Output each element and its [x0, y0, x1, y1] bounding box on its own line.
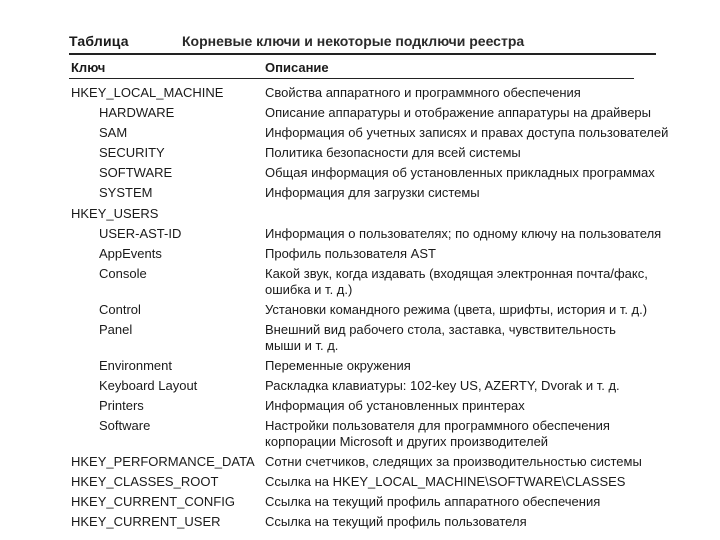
table-caption-label: Таблица: [69, 33, 129, 49]
row-desc-keyboard-layout: Раскладка клавиатуры: 102-key US, AZERTY, Dvorak и т. д.: [265, 378, 620, 393]
row-key-system: SYSTEM: [99, 185, 153, 200]
column-header-key: Ключ: [71, 60, 106, 75]
row-key-keyboard-layout: Keyboard Layout: [99, 378, 198, 393]
row-desc-user-software-line1: Настройки пользователя для программного обеспечения: [265, 418, 610, 433]
row-key-hkey-performance-data: HKEY_PERFORMANCE_DATA: [71, 454, 255, 469]
row-desc-hkey-classes-root: Ссылка на HKEY_LOCAL_MACHINE\SOFTWARE\CLASSES: [265, 474, 626, 489]
row-desc-sam: Информация об учетных записях и правах доступа пользователей: [265, 125, 669, 140]
row-desc-hkey-current-user: Ссылка на текущий профиль пользователя: [265, 514, 527, 529]
row-desc-console-line1: Какой звук, когда издавать (входящая электронная почта/факс,: [265, 266, 648, 281]
row-desc-hardware: Описание аппаратуры и отображение аппаратуры на драйверы: [265, 105, 651, 120]
column-header-description: Описание: [265, 60, 329, 75]
row-desc-control: Установки командного режима (цвета, шрифты, история и т. д.): [265, 302, 648, 317]
row-desc-user-ast-id: Информация о пользователях; по одному ключу на пользователя: [265, 226, 662, 241]
row-desc-hkey-local-machine: Свойства аппаратного и программного обеспечения: [265, 85, 581, 100]
header-rule: [69, 78, 634, 79]
row-desc-console-line2: ошибка и т. д.): [265, 282, 353, 297]
row-key-hkey-current-config: HKEY_CURRENT_CONFIG: [71, 494, 235, 509]
row-desc-security: Политика безопасности для всей системы: [265, 145, 521, 160]
row-key-hkey-local-machine: HKEY_LOCAL_MACHINE: [71, 85, 224, 100]
row-key-hardware: HARDWARE: [99, 105, 175, 120]
row-key-sam: SAM: [99, 125, 128, 140]
row-key-printers: Printers: [99, 398, 144, 413]
row-desc-hkey-current-config: Ссылка на текущий профиль аппаратного обеспечения: [265, 494, 601, 509]
row-key-software: SOFTWARE: [99, 165, 173, 180]
row-key-appevents: AppEvents: [99, 246, 162, 261]
row-key-security: SECURITY: [99, 145, 165, 160]
row-key-console: Console: [99, 266, 147, 281]
row-key-user-software: Software: [99, 418, 151, 433]
row-key-hkey-classes-root: HKEY_CLASSES_ROOT: [71, 474, 219, 489]
row-key-environment: Environment: [99, 358, 172, 373]
row-desc-hkey-performance-data: Сотни счетчиков, следящих за производительностью системы: [265, 454, 642, 469]
row-key-user-ast-id: USER-AST-ID: [99, 226, 182, 241]
top-rule: [69, 53, 656, 55]
row-desc-panel-line1: Внешний вид рабочего стола, заставка, чувствительность: [265, 322, 616, 337]
row-key-hkey-current-user: HKEY_CURRENT_USER: [71, 514, 221, 529]
row-desc-user-software-line2: корпорации Microsoft и других производителей: [265, 434, 549, 449]
row-desc-environment: Переменные окружения: [265, 358, 411, 373]
row-desc-printers: Информация об установленных принтерах: [265, 398, 525, 413]
table-caption-title: Корневые ключи и некоторые подключи реестра: [182, 33, 525, 49]
row-key-hkey-users: HKEY_USERS: [71, 206, 159, 221]
row-desc-panel-line2: мыши и т. д.: [265, 338, 339, 353]
row-key-control: Control: [99, 302, 141, 317]
row-desc-system: Информация для загрузки системы: [265, 185, 480, 200]
row-key-panel: Panel: [99, 322, 133, 337]
row-desc-appevents: Профиль пользователя AST: [265, 246, 436, 261]
row-desc-software: Общая информация об установленных прикладных программах: [265, 165, 655, 180]
